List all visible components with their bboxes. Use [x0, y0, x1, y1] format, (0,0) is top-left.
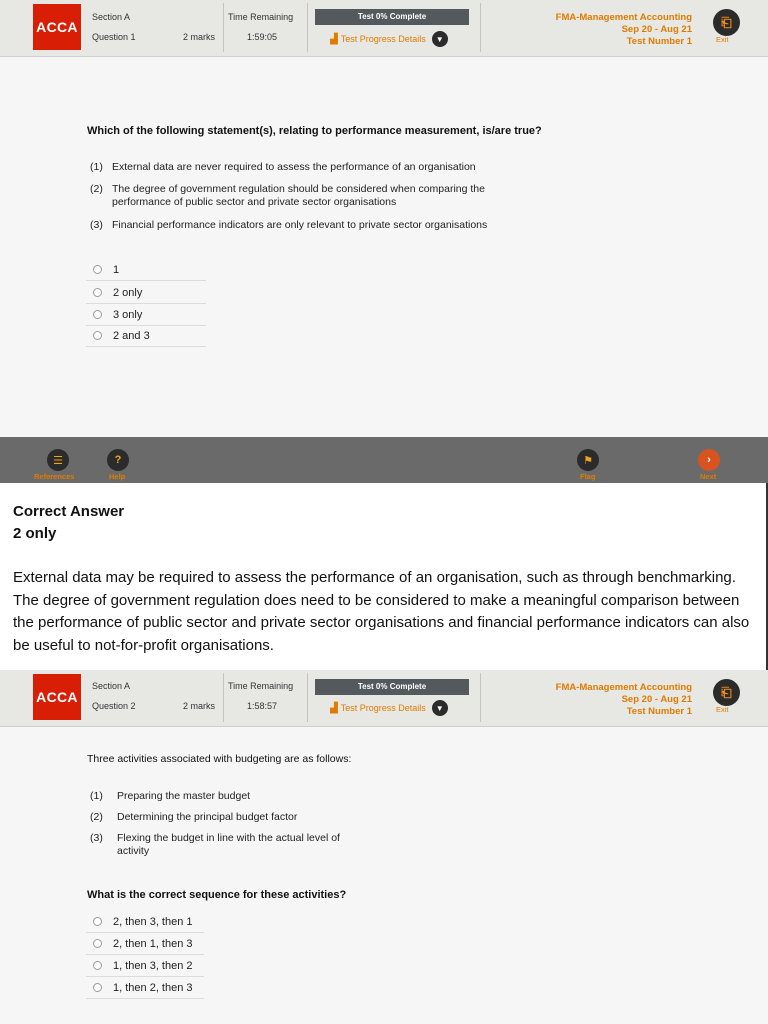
statement-text: Determining the principal budget factor: [117, 811, 298, 823]
next-button[interactable]: [698, 449, 720, 471]
header-divider: [307, 673, 308, 722]
question-stem: What is the correct sequence for these activities?: [87, 889, 347, 901]
option-label: 1: [113, 263, 120, 276]
statement-number: (3): [90, 832, 103, 844]
header-divider: [480, 673, 481, 722]
section-label: Section A: [92, 681, 131, 691]
question-intro: Three activities associated with budgeting are as follows:: [87, 753, 352, 765]
time-remaining-value: 1:58:57: [247, 701, 278, 711]
flag-icon: ⚑: [583, 454, 593, 467]
statement: [90, 161, 476, 174]
exit-button[interactable]: [713, 9, 740, 36]
option-label: 1, then 3, then 2: [113, 959, 193, 972]
statement-text: Financial performance indicators are only relevant to private sector organisations: [112, 219, 488, 231]
next-label: Next: [700, 472, 717, 481]
bar-chart-icon: ▟: [330, 33, 338, 45]
statement: [90, 811, 297, 824]
exit-label: Exit: [716, 35, 729, 44]
radio-button[interactable]: [93, 961, 102, 970]
test-progress-bar: Test 0% Complete: [315, 679, 469, 695]
answer-option[interactable]: [86, 259, 206, 281]
radio-button[interactable]: [93, 939, 102, 948]
exit-label: Exit: [716, 705, 729, 714]
header-divider: [480, 3, 481, 52]
question-number: Question 2: [92, 701, 136, 711]
exit-icon: ⎗: [721, 14, 732, 30]
statement-number: (3): [90, 219, 103, 231]
acca-logo: ACCA: [33, 674, 81, 720]
navigation-toolbar: [0, 437, 768, 483]
answer-option[interactable]: [86, 282, 206, 304]
question-pane: [0, 58, 768, 437]
exam-window: Sep 20 - Aug 21: [621, 24, 692, 35]
option-label: 2, then 1, then 3: [113, 937, 193, 950]
exam-info: [556, 12, 692, 48]
exam-window: Sep 20 - Aug 21: [621, 694, 692, 705]
chevron-right-icon: ›: [707, 454, 711, 466]
statement: [90, 832, 340, 858]
test-progress-details-label: Test Progress Details: [340, 34, 426, 44]
flag-label: Flag: [580, 472, 596, 481]
answer-panel: [0, 483, 768, 670]
statement-number: (1): [90, 790, 103, 802]
statement: [90, 183, 485, 209]
marks-label: 2 marks: [183, 701, 216, 711]
answer-option[interactable]: [86, 304, 206, 326]
statement-text-continued: activity: [117, 845, 150, 857]
answer-explanation: External data may be required to assess the performance of an organisation, such as through benchmarking. The degree of government regulation does need to be considered to make a meaningful comparison between the performance of public sector and private sector organisations and financial performance indicators can also be useful to not-for-profit organisations.: [13, 569, 750, 654]
time-remaining-label: Time Remaining: [228, 681, 294, 691]
references-button[interactable]: [47, 449, 69, 471]
exam-title: FMA-Management Accounting: [555, 12, 692, 23]
correct-answer: [13, 501, 124, 545]
help-button[interactable]: [107, 449, 129, 471]
answer-option[interactable]: [86, 911, 204, 933]
question-icon: ?: [114, 454, 122, 466]
radio-button[interactable]: [93, 265, 102, 274]
time-remaining-label: Time Remaining: [228, 12, 294, 22]
time-remaining-value: 1:59:05: [247, 32, 278, 42]
option-label: 2, then 3, then 1: [113, 915, 193, 928]
exit-icon: ⎗: [721, 684, 732, 700]
list-icon: ☰: [53, 454, 63, 467]
header-divider: [223, 3, 224, 52]
header-divider: [307, 3, 308, 52]
radio-button[interactable]: [93, 331, 102, 340]
references-label: References: [34, 472, 75, 481]
option-label: 2 and 3: [113, 329, 150, 342]
marks-label: 2 marks: [183, 32, 216, 42]
statement: [90, 219, 487, 232]
chevron-down-icon[interactable]: ▼: [432, 700, 448, 716]
option-label: 1, then 2, then 3: [113, 981, 193, 994]
bar-chart-icon: ▟: [330, 702, 338, 714]
question-stem: Which of the following statement(s), relating to performance measurement, is/are true?: [87, 125, 542, 137]
question-number: Question 1: [92, 32, 136, 42]
statement-text: External data are never required to assess the performance of an organisation: [112, 161, 476, 173]
question-pane: [0, 728, 768, 1024]
statement-number: (2): [90, 183, 103, 195]
flag-button[interactable]: [577, 449, 599, 471]
statement-number: (1): [90, 161, 103, 173]
answer-option[interactable]: [86, 955, 204, 977]
exam-header: [0, 0, 768, 57]
acca-logo: ACCA: [33, 4, 81, 50]
statement-text: Flexing the budget in line with the actual level of: [117, 832, 340, 844]
option-label: 3 only: [113, 308, 143, 321]
radio-button[interactable]: [93, 917, 102, 926]
statement: [90, 790, 250, 803]
test-progress-details-link[interactable]: [330, 31, 448, 47]
statement-number: (2): [90, 811, 103, 823]
test-number: Test Number 1: [626, 706, 692, 717]
exam-info: [556, 682, 692, 718]
test-number: Test Number 1: [626, 36, 692, 47]
exam-header: [0, 670, 768, 727]
radio-button[interactable]: [93, 310, 102, 319]
answer-option[interactable]: [86, 933, 204, 955]
exit-button[interactable]: [713, 679, 740, 706]
answer-option[interactable]: [86, 977, 204, 999]
radio-button[interactable]: [93, 288, 102, 297]
answer-option[interactable]: [86, 325, 206, 347]
statement-text-continued: performance of public sector and private sector organisations: [112, 196, 397, 208]
help-label: Help: [109, 472, 126, 481]
chevron-down-icon[interactable]: ▼: [432, 31, 448, 47]
statement-text: The degree of government regulation should be considered when comparing the: [112, 183, 485, 195]
option-label: 2 only: [113, 286, 143, 299]
statement-text: Preparing the master budget: [117, 790, 251, 802]
exam-title: FMA-Management Accounting: [555, 682, 692, 693]
test-progress-details-link[interactable]: [330, 700, 448, 716]
header-divider: [223, 673, 224, 722]
correct-answer-value: 2 only: [13, 525, 57, 542]
section-label: Section A: [92, 12, 131, 22]
correct-answer-heading: Correct Answer: [13, 503, 125, 520]
test-progress-bar: Test 0% Complete: [315, 9, 469, 25]
radio-button[interactable]: [93, 983, 102, 992]
test-progress-details-label: Test Progress Details: [340, 703, 426, 713]
